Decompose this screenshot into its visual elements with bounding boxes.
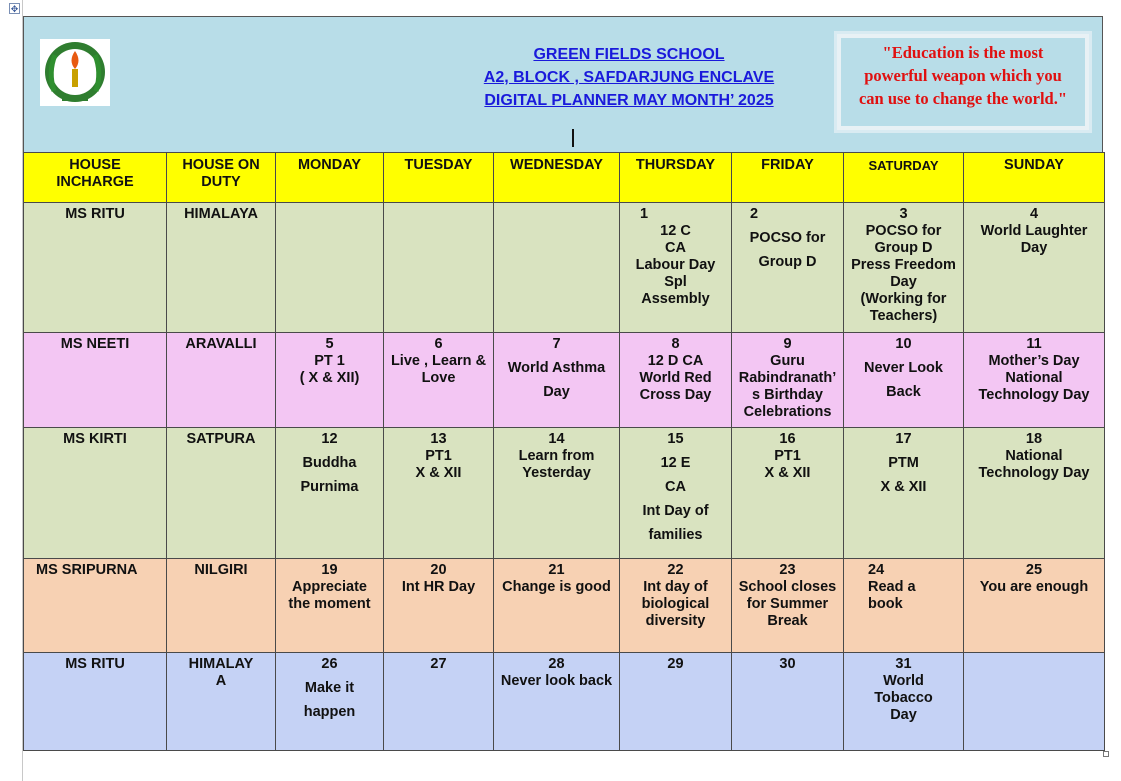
day-cell: 12 Buddha Purnima (276, 428, 384, 559)
quote-box (834, 31, 1092, 133)
day-cell: 10 Never Look Back (844, 333, 964, 428)
quote-line-2: powerful weapon which you (864, 66, 1062, 85)
col-monday: MONDAY (276, 153, 384, 203)
day-cell: 19 Appreciate the moment (276, 559, 384, 653)
col-house-on-duty: HOUSE ON DUTY (167, 153, 276, 203)
day-cell: 13 PT1 X & XII (384, 428, 494, 559)
day-cell: 27 (384, 653, 494, 751)
house-incharge-cell: MS KIRTI (24, 428, 167, 559)
col-house-incharge: HOUSE INCHARGE (24, 153, 167, 203)
day-cell: 6 Live , Learn & Love (384, 333, 494, 428)
day-cell: 28 Never look back (494, 653, 620, 751)
day-cell: 18 National Technology Day (964, 428, 1105, 559)
school-heading (464, 43, 794, 112)
day-cell (276, 203, 384, 333)
planner-title: DIGITAL PLANNER MAY MONTH’ 2025 (484, 92, 774, 109)
house-on-duty-cell: ARAVALLI (167, 333, 276, 428)
text-cursor (572, 129, 574, 147)
house-incharge-cell: MS RITU (24, 203, 167, 333)
day-cell: 15 12 E CA Int Day of families (620, 428, 732, 559)
day-cell: 25 You are enough (964, 559, 1105, 653)
house-on-duty-cell: SATPURA (167, 428, 276, 559)
quote-text (841, 38, 1085, 126)
week-row-2 (24, 333, 1105, 428)
col-saturday: SATURDAY (844, 153, 964, 203)
house-incharge-cell: MS RITU (24, 653, 167, 751)
day-cell: 3 POCSO for Group D Press Freedom Day (Working for Teachers) (844, 203, 964, 333)
day-cell (964, 653, 1105, 751)
school-name: GREEN FIELDS SCHOOL (533, 46, 725, 63)
day-cell: 4 World Laughter Day (964, 203, 1105, 333)
col-tuesday: TUESDAY (384, 153, 494, 203)
school-logo (40, 39, 110, 106)
week-row-5 (24, 653, 1105, 751)
quote-line-3: can use to change the world." (858, 89, 1068, 108)
day-cell: 2 POCSO for Group D (732, 203, 844, 333)
day-cell: 26 Make it happen (276, 653, 384, 751)
planner-table (23, 152, 1105, 751)
col-thursday: THURSDAY (620, 153, 732, 203)
day-cell: 31 World Tobacco Day (844, 653, 964, 751)
day-cell: 22 Int day of biological diversity (620, 559, 732, 653)
quote-line-1: "Education is the most (882, 43, 1044, 62)
planner-header (23, 16, 1103, 152)
day-cell: 1 12 C CA Labour Day Spl Assembly (620, 203, 732, 333)
house-on-duty-cell: HIMALAY A (167, 653, 276, 751)
col-sunday: SUNDAY (964, 153, 1105, 203)
day-cell: 30 (732, 653, 844, 751)
house-on-duty-cell: HIMALAYA (167, 203, 276, 333)
day-cell: 9 Guru Rabindranath’ s Birthday Celebrations (732, 333, 844, 428)
day-cell: 23 School closes for Summer Break (732, 559, 844, 653)
day-cell: 29 (620, 653, 732, 751)
day-cell (494, 203, 620, 333)
school-address: A2, BLOCK , SAFDARJUNG ENCLAVE (483, 69, 775, 86)
day-cell: 5 PT 1 ( X & XII) (276, 333, 384, 428)
table-move-handle-icon[interactable]: ✥ (10, 4, 19, 14)
col-friday: FRIDAY (732, 153, 844, 203)
day-cell: 14 Learn from Yesterday (494, 428, 620, 559)
day-cell: 16 PT1 X & XII (732, 428, 844, 559)
day-cell: 7 World Asthma Day (494, 333, 620, 428)
day-cell: 8 12 D CA World Red Cross Day (620, 333, 732, 428)
day-cell: 21 Change is good (494, 559, 620, 653)
week-row-3 (24, 428, 1105, 559)
week-row-4 (24, 559, 1105, 653)
week-row-1 (24, 203, 1105, 333)
house-incharge-cell: MS NEETI (24, 333, 167, 428)
table-resize-handle[interactable] (1103, 751, 1109, 757)
day-cell: 20 Int HR Day (384, 559, 494, 653)
header-row (24, 153, 1105, 203)
house-incharge-cell: MS SRIPURNA (24, 559, 167, 653)
house-on-duty-cell: NILGIRI (167, 559, 276, 653)
day-cell: 11 Mother’s Day National Technology Day (964, 333, 1105, 428)
day-cell: 17 PTM X & XII (844, 428, 964, 559)
col-wednesday: WEDNESDAY (494, 153, 620, 203)
day-cell: 24 Read a book (844, 559, 964, 653)
day-cell (384, 203, 494, 333)
